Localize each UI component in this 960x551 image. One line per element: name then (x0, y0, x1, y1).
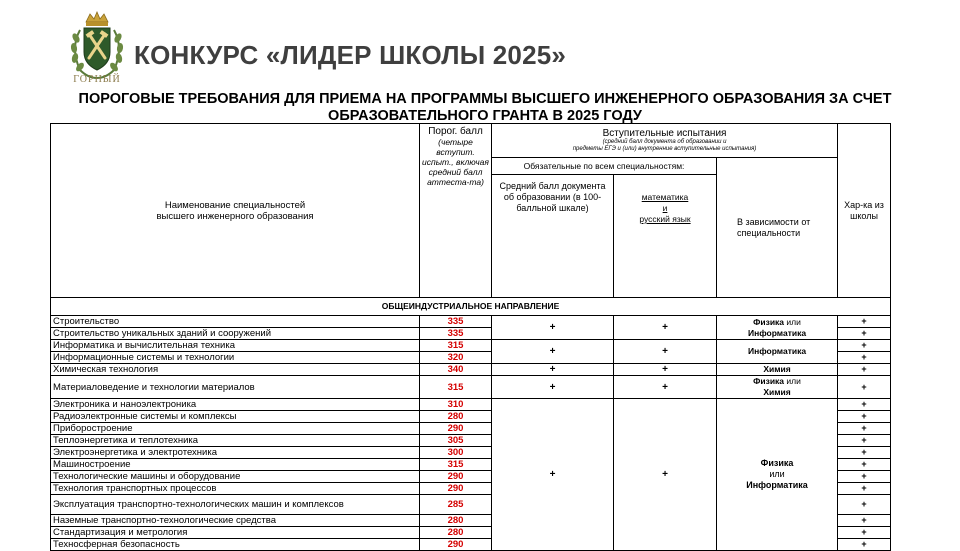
subject-physics-or-informatics: Физика или Информатика (717, 399, 838, 551)
specialty-name: Материаловедение и технологии материалов (51, 376, 420, 399)
threshold-score: 315 (420, 340, 492, 352)
requirements-table (50, 123, 891, 551)
threshold-score: 280 (420, 527, 492, 539)
specialty-name: Наземные транспортно-технологические средства (51, 515, 420, 527)
characteristic-required: + (838, 539, 891, 551)
average-score-required: + (492, 316, 614, 340)
threshold-score: 335 (420, 316, 492, 328)
threshold-score: 335 (420, 328, 492, 340)
header-entrance-exams: Вступительные испытания (средний балл документа об образовании и предметы ЕГЭ и (или) внутренние вступительные испытания) (492, 124, 838, 158)
specialty-name: Технологические машины и оборудование (51, 471, 420, 483)
threshold-score: 280 (420, 515, 492, 527)
characteristic-required: + (838, 459, 891, 471)
characteristic-required: + (838, 364, 891, 376)
subtitle-line-2: ОБРАЗОВАТЕЛЬНОГО ГРАНТА В 2025 ГОДУ (328, 108, 642, 124)
specialty-name: Радиоэлектронные системы и комплексы (51, 411, 420, 423)
math-russian-required: + (614, 316, 717, 340)
characteristic-required: + (838, 423, 891, 435)
average-score-required: + (492, 399, 614, 551)
header-specialty-name: Наименование специальностей высшего инженерного образования (51, 124, 420, 298)
characteristic-required: + (838, 435, 891, 447)
specialty-name: Строительство уникальных зданий и сооружений (51, 328, 420, 340)
threshold-score: 300 (420, 447, 492, 459)
threshold-score: 285 (420, 495, 492, 515)
characteristic-required: + (838, 447, 891, 459)
threshold-score: 315 (420, 459, 492, 471)
section-general-industrial: ОБЩЕИНДУСТРИАЛЬНОЕ НАПРАВЛЕНИЕ (51, 298, 891, 316)
header-depends-on-specialty: В зависимости от специальности (717, 158, 838, 298)
characteristic-required: + (838, 495, 891, 515)
specialty-name: Технология транспортных процессов (51, 483, 420, 495)
subtitle-line-1: ПОРОГОВЫЕ ТРЕБОВАНИЯ ДЛЯ ПРИЕМА НА ПРОГРАММЫ ВЫСШЕГО ИНЖЕНЕРНОГО ОБРАЗОВАНИЯ ЗА СЧЕТ (78, 91, 892, 107)
characteristic-required: + (838, 411, 891, 423)
math-russian-required: + (614, 399, 717, 551)
threshold-score: 290 (420, 539, 492, 551)
specialty-name: Информационные системы и технологии (51, 352, 420, 364)
threshold-score: 320 (420, 352, 492, 364)
specialty-name: Стандартизация и метрология (51, 527, 420, 539)
subject-physics-or-chemistry: Физика или Химия (717, 376, 838, 399)
characteristic-required: + (838, 399, 891, 411)
characteristic-required: + (838, 328, 891, 340)
logo-caption: ГОРНЫЙ (73, 74, 121, 85)
threshold-score: 305 (420, 435, 492, 447)
math-russian-required: + (614, 376, 717, 399)
specialty-name: Электроэнергетика и электротехника (51, 447, 420, 459)
threshold-score: 340 (420, 364, 492, 376)
specialty-name: Теплоэнергетика и теплотехника (51, 435, 420, 447)
subject-physics-or-informatics: Физика или Информатика (717, 316, 838, 340)
threshold-score: 310 (420, 399, 492, 411)
specialty-name: Приборостроение (51, 423, 420, 435)
header-math-russian: математика и русский язык (614, 175, 717, 298)
threshold-score: 280 (420, 411, 492, 423)
header-mandatory: Обязательные по всем специальностям: (492, 158, 717, 175)
specialty-name: Машиностроение (51, 459, 420, 471)
math-russian-required: + (614, 364, 717, 376)
subject-informatics: Информатика (717, 340, 838, 364)
specialty-name: Техносферная безопасность (51, 539, 420, 551)
characteristic-required: + (838, 483, 891, 495)
subject-chemistry: Химия (717, 364, 838, 376)
specialty-name: Химическая технология (51, 364, 420, 376)
characteristic-required: + (838, 527, 891, 539)
threshold-score: 290 (420, 483, 492, 495)
characteristic-required: + (838, 376, 891, 399)
average-score-required: + (492, 376, 614, 399)
math-russian-required: + (614, 340, 717, 364)
threshold-score: 315 (420, 376, 492, 399)
header-threshold-score: Порог. балл (четыре вступит. испыт., включая средний балл аттеста-та) (420, 124, 492, 298)
document-subtitle (30, 91, 940, 125)
header-average-score: Средний балл документа об образовании (в 100-балльной шкале) (492, 175, 614, 298)
average-score-required: + (492, 340, 614, 364)
average-score-required: + (492, 364, 614, 376)
characteristic-required: + (838, 316, 891, 328)
header-school-characteristic: Хар-ка из школы (838, 124, 891, 298)
characteristic-required: + (838, 471, 891, 483)
characteristic-required: + (838, 515, 891, 527)
characteristic-required: + (838, 340, 891, 352)
specialty-name: Эксплуатация транспортно-технологических машин и комплексов (51, 495, 420, 515)
threshold-score: 290 (420, 471, 492, 483)
specialty-name: Информатика и вычислительная техника (51, 340, 420, 352)
threshold-score: 290 (420, 423, 492, 435)
specialty-name: Строительство (51, 316, 420, 328)
specialty-name: Электроника и наноэлектроника (51, 399, 420, 411)
page-title: КОНКУРС «ЛИДЕР ШКОЛЫ 2025» (134, 40, 567, 70)
characteristic-required: + (838, 352, 891, 364)
